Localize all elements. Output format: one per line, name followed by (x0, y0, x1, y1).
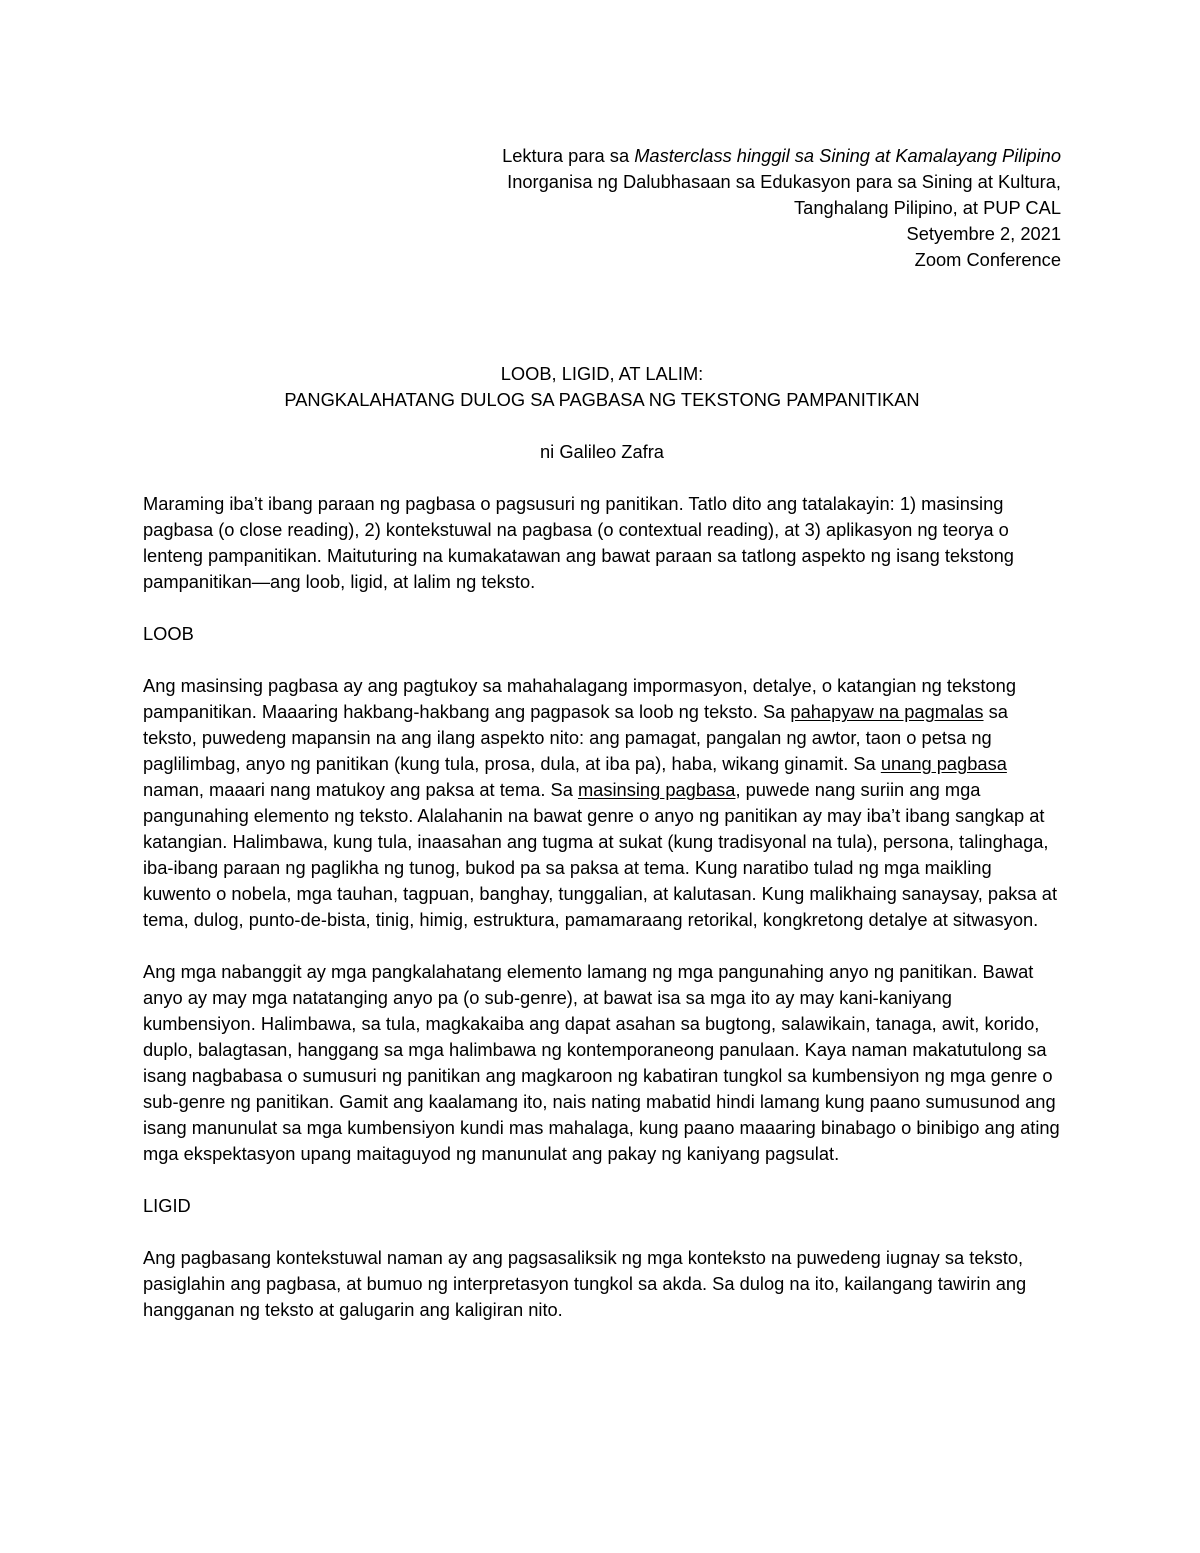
loob-paragraph-2: Ang mga nabanggit ay mga pangkalahatang elemento lamang ng mga pangunahing anyo ng panitikan. Bawat anyo ay may mga natatanging anyo pa (o sub-genre), at bawat isa sa mga ito ay may kani-kaniyang kumbensiyon. Halimbawa, sa tula, magkakaiba ang dapat asahan sa bugtong, salawikain, tanaga, awit, korido, duplo, balagtasan, hanggang sa mga halimbawa ng kontemporaneong panulaan. Kaya naman makatutulong sa isang nagbabasa o sumusuri ng panitikan ang magkaroon ng kabatiran tungkol sa kumbensiyon ng mga genre o sub-genre ng panitikan. Gamit ang kaalamang ito, nais nating mabatid hindi lamang kung paano sumusunod ang isang manunulat sa mga kumbensiyon kundi mas mahalaga, kung paano maaaring binabago o binibigo ang ating mga ekspektasyon upang maitaguyod ng manunulat ang pakay ng kaniyang pagsulat. (143, 961, 1060, 1164)
loob-p1-text-1: Ang masinsing pagbasa ay ang pagtukoy sa mahahalagang impormasyon, detalye, o katangian ng tekstong pampanitikan. Maaaring hakbang-hakbang ang pagpasok sa loob ng teksto. Sa (143, 675, 1017, 722)
header-venue: Zoom Conference (914, 249, 1061, 270)
underlined-term-unang-pagbasa: unang pagbasa (880, 753, 1007, 774)
loob-paragraph-1 (143, 673, 1061, 933)
document-body (143, 143, 1061, 1323)
header-line-3: Tanghalang Pilipino, at PUP CAL (794, 197, 1061, 218)
header-line-2: Inorganisa ng Dalubhasaan sa Edukasyon para sa Sining at Kultura, (507, 171, 1061, 192)
underlined-term-masinsing-pagbasa: masinsing pagbasa (577, 779, 736, 800)
loob-p1-text-4: , puwede nang suriin ang mga pangunahing elemento ng teksto. Alalahanin na bawat genre o anyo ng panitikan ay may iba’t ibang sangkap at katangian. Halimbawa, kung tula, inaasahan ang tugma at sukat (kung tradisyonal na tula), persona, talinghaga, iba-ibang paraan ng paglikha ng tunog, bukod pa sa paksa at tema. Kung naratibo tulad ng mga maikling kuwento o nobela, mga tauhan, tagpuan, banghay, tunggalian, at kalutasan. Kung malikhaing sanaysay, paksa at tema, dulog, punto-de-bista, tinig, himig, estruktura, pamamaraang retorikal, kongkretong detalye at sitwasyon. (143, 779, 1058, 930)
underlined-term-pahapyaw: pahapyaw na pagmalas (790, 701, 984, 722)
header-prefix: Lektura para sa (502, 145, 635, 166)
title-line-2: PANGKALAHATANG DULOG SA PAGBASA NG TEKSTONG PAMPANITIKAN (284, 389, 920, 410)
document-title (143, 361, 1061, 413)
section-heading-loob: LOOB (143, 623, 194, 644)
loob-p1-text-3: naman, maaari nang matukoy ang paksa at tema. Sa (143, 779, 578, 800)
lecture-header (143, 143, 1061, 273)
header-masterclass-title: Masterclass hinggil sa Sining at Kamalayang Pilipino (634, 145, 1061, 166)
intro-paragraph: Maraming iba’t ibang paraan ng pagbasa o pagsusuri ng panitikan. Tatlo dito ang tatalakayin: 1) masinsing pagbasa (o close reading), 2) kontekstuwal na pagbasa (o contextual reading), at 3) aplikasyon ng teorya o lenteng pampanitikan. Maituturing na kumakatawan ang bawat paraan sa tatlong aspekto ng isang tekstong pampanitikan—ang loob, ligid, at lalim ng teksto. (143, 493, 1014, 592)
ligid-paragraph-1: Ang pagbasang kontekstuwal naman ay ang pagsasaliksik ng mga konteksto na puwedeng iugnay sa teksto, pasiglahin ang pagbasa, at bumuo ng interpretasyon tungkol sa akda. Sa dulog na ito, kailangang tawirin ang hangganan ng teksto at galugarin ang kaligiran nito. (143, 1247, 1027, 1320)
title-line-1: LOOB, LIGID, AT LALIM: (500, 363, 704, 384)
loob-p1-text-2: sa teksto, puwedeng mapansin na ang ilang aspekto nito: ang pamagat, pangalan ng awtor, taon o petsa ng paglilimbag, anyo ng panitikan (kung tula, prosa, dula, at iba pa), haba, wikang ginamit. Sa (143, 701, 1008, 774)
header-date: Setyembre 2, 2021 (906, 223, 1061, 244)
author-byline: ni Galileo Zafra (540, 441, 664, 462)
header-line-1 (143, 143, 1061, 169)
section-heading-ligid: LIGID (143, 1195, 191, 1216)
